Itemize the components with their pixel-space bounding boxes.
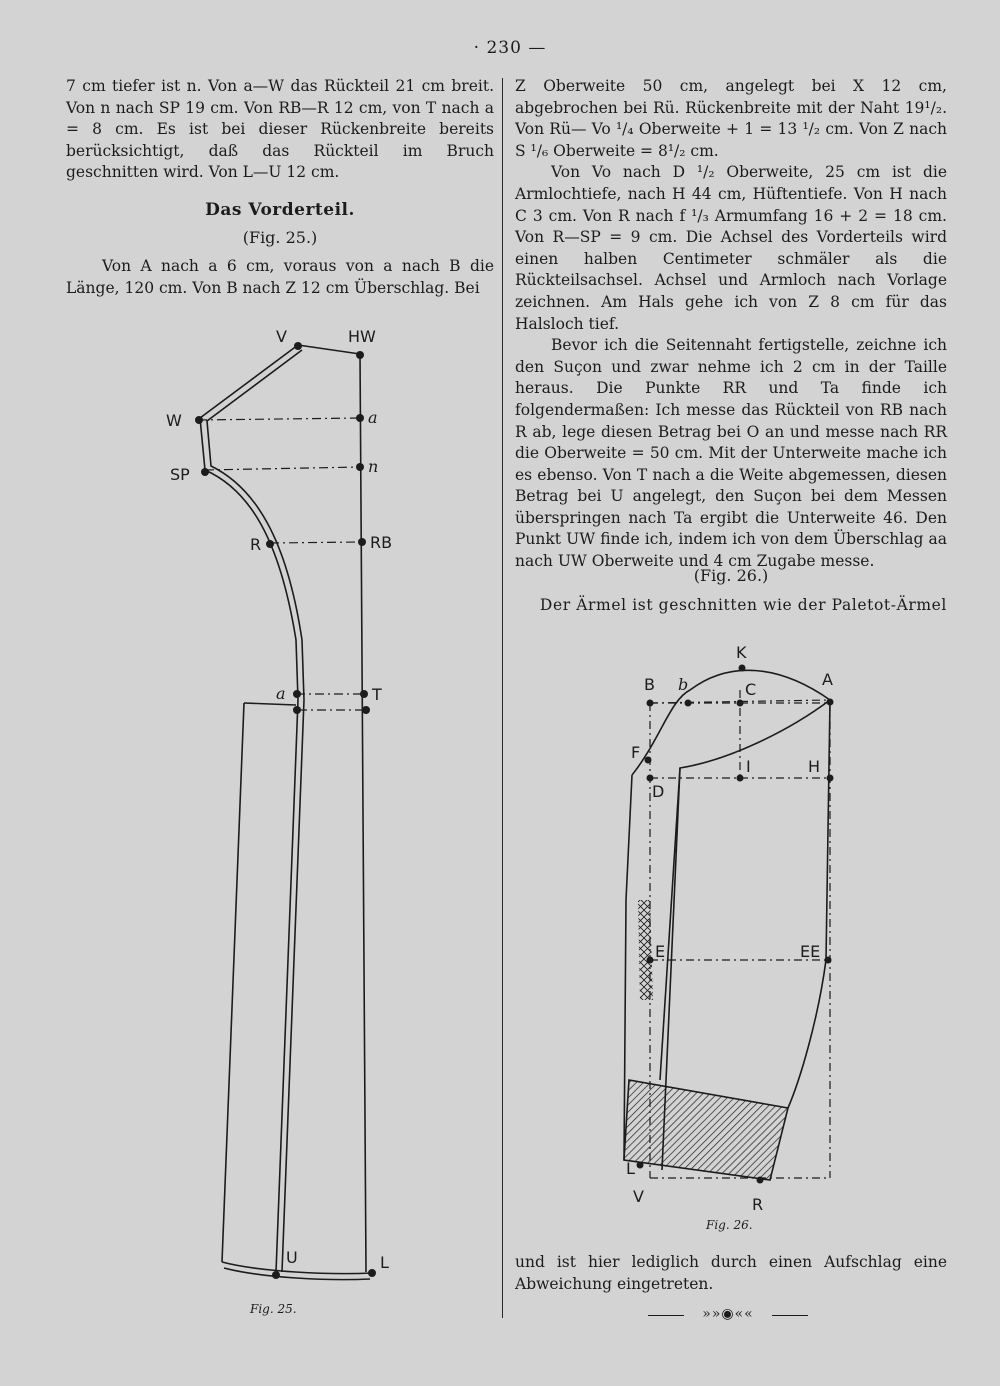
fig25-label-T: T [372,685,382,704]
fig26-point-D [647,775,654,782]
fig25-label-L: L [380,1253,389,1272]
fig26-label-R: R [752,1195,764,1214]
fig26-label-C: C [745,680,757,699]
right-paragraph-1: Z Oberweite 50 cm, angelegt bei X 12 cm, abgebrochen bei Rü. Rückenbreite mit der Naht 19¹/₂. Von Rü— Vo ¹/₄ Oberweite + 1 = 13 ¹/₂ cm. Von Z nach S ¹/₆ Oberweite = 8¹/₂ cm. [515,77,947,160]
fig25-label-n: n [368,457,379,476]
fig26-label-I: I [746,757,751,776]
page-number: · 230 — [473,38,547,58]
sleeve-intro: Der Ärmel ist geschnitten wie der Paletot-Ärmel [539,596,947,614]
fig26-label-A: A [822,670,833,689]
fig25-label-U: U [286,1248,298,1267]
fig26-label-L: L [626,1159,635,1178]
fig26-label-V: V [633,1187,644,1206]
fig26-point-R [757,1177,764,1184]
fig26-label-D: D [652,782,665,801]
section-heading: Das Vorderteil. [205,200,355,220]
fig26-label-B: B [644,675,655,694]
fig26-inner-seam [660,768,680,1080]
fig26-elbow-hatch [638,900,653,1000]
fig26-point-K [739,665,746,672]
left-paragraph-2: Von A nach a 6 cm, voraus von a nach B die Länge, 120 cm. Von B nach Z 12 cm Überschlag. Bei [66,257,494,297]
fig26-point-H [827,775,834,782]
fig26-label-F: F [631,743,641,762]
fig25-label-a-right: a [368,408,378,427]
fig26-label-H: H [808,757,821,776]
fig26-point-L [637,1162,644,1169]
bottom-paragraph: und ist hier lediglich durch einen Aufschlag eine Abweichung eingetreten. [515,1253,947,1293]
fig26-cuff [624,1080,788,1180]
fig26-point-A [827,699,834,706]
fig26-point-F [645,757,652,764]
fig25-label-a-left: a [276,684,286,703]
fig-26-reference: (Fig. 26.) [693,566,769,585]
fig26-point-EE [825,957,832,964]
fig-25-caption: Fig. 25. [250,1302,297,1316]
left-paragraph-1: 7 cm tiefer ist n. Von a—W das Rückteil 21 cm breit. Von n nach SP 19 cm. Von RB—R 12 cm, von T nach a = 8 cm. Es ist bei dieser Rückenbreite bereits berücksichtigt, daß das Rückteil im Bruch geschnitten wird. Von L—U 12 cm. [66,77,494,182]
right-paragraph-2: Von Vo nach D ¹/₂ Oberweite, 25 cm ist die Armlochtiefe, nach H 44 cm, Hüftentiefe. Von H nach C 3 cm. Von R nach f ¹/₃ Armumfang 16 + 2 = 18 cm. Von R—SP = 9 cm. Die Achsel des Vorderteils wird einen halben Centimeter schmäler als die Rückteilsachsel. Achsel und Armloch nach Vorlage zeichnen. Am Hals gehe ich von Z 8 cm für das Halsloch tief. [515,163,947,333]
fig26-label-EE: EE [800,942,821,961]
bottom-text-wrap [515,1252,947,1295]
fig25-label-V: V [276,327,287,346]
fig26-point-C [737,700,744,707]
fig26-point-E [647,957,654,964]
fig25-label-HW: HW [348,327,376,346]
fig26-sleeve-cap [632,670,830,775]
fig26-label-K: K [736,643,747,662]
right-paragraph-3: Bevor ich die Seitennaht fertigstelle, zeichne ich den Suçon und zwar nehme ich 2 cm in der Taille heraus. Die Punkte RR und Ta finde ich folgendermaßen: Ich messe das Rückteil von RB nach R ab, lege diesen Betrag bei O an und messe nach RR die Oberweite = 50 cm. Mit der Unterweite mache ich es ebenso. Von T nach a die Weite abgemessen, diesen Betrag bei U angelegt, den Suçon bei dem Messen überspringen nach Ta ergibt die Unterweite 46. Den Punkt UW finde ich, indem ich von dem Überschlag aa nach UW Oberweite und 4 cm Zugabe messe. [515,336,947,571]
fig25-label-RB: RB [370,533,393,552]
fig-26-caption: Fig. 26. [706,1218,753,1232]
fig-25-reference: (Fig. 25.) [242,228,318,247]
fig26-point-b [685,700,692,707]
fig25-label-SP: SP [170,465,190,484]
fig25-label-R: R [250,535,262,554]
fig26-point-I [737,775,744,782]
fig25-label-W: W [166,411,182,430]
ornament-divider: »»◉«« [648,1306,808,1322]
fig26-point-B [647,700,654,707]
fig26-label-b: b [678,675,689,694]
fig26-label-E: E [655,942,666,961]
